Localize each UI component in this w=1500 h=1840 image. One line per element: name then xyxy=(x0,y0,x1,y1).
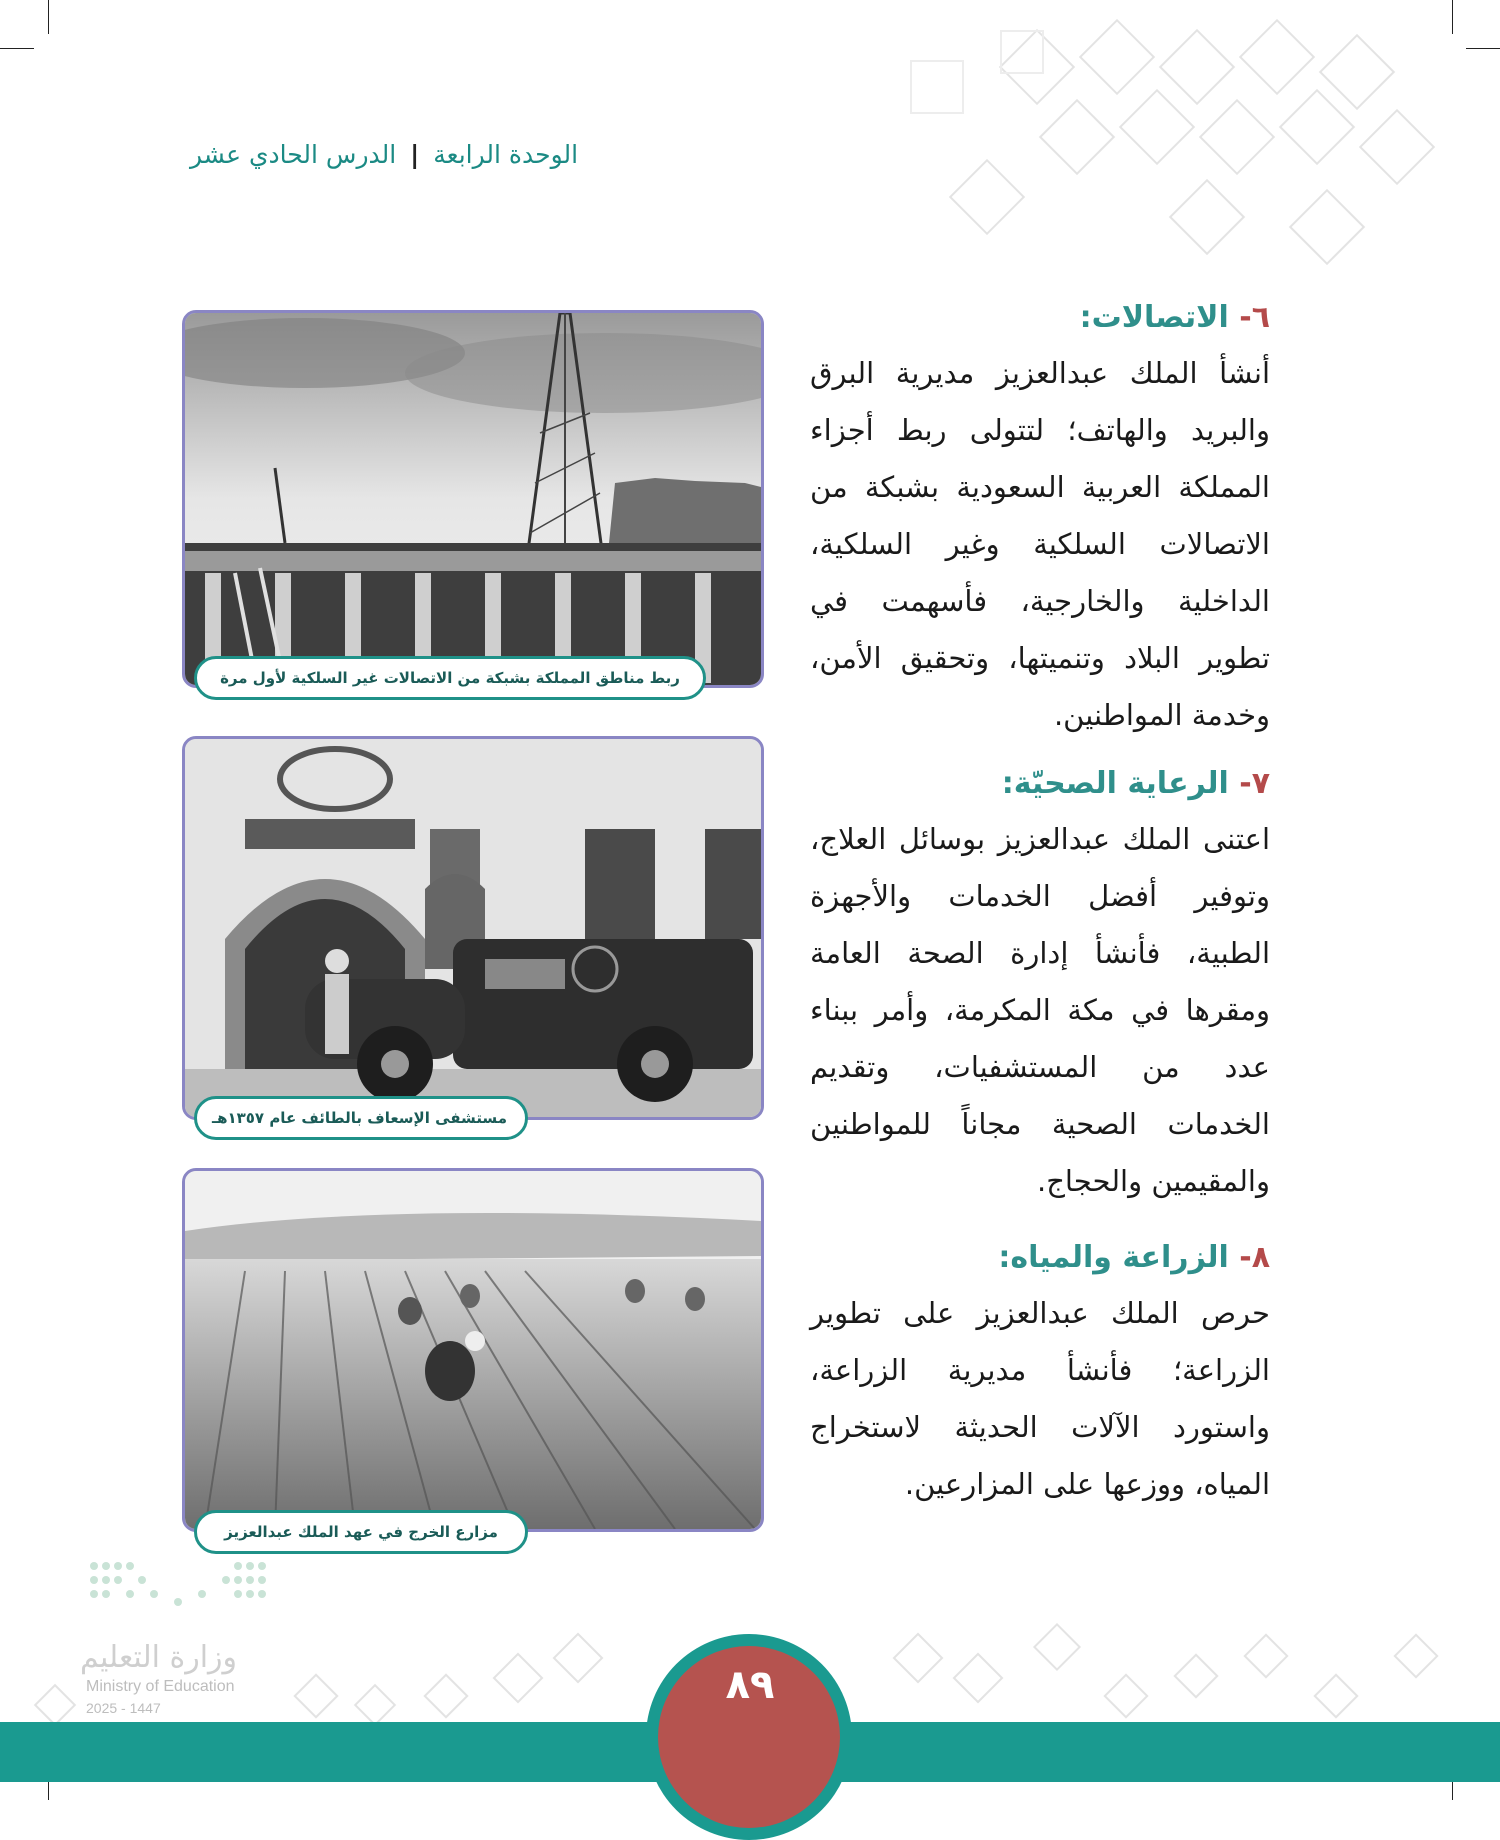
section-heading: الزراعة والمياه: xyxy=(998,1240,1229,1275)
section-number: ٨- xyxy=(1239,1240,1270,1275)
lesson-label: الدرس الحادي عشر xyxy=(190,140,397,169)
section-healthcare xyxy=(810,766,1270,1210)
edition-year: 2025 - 1447 xyxy=(86,1700,161,1716)
section-heading: الاتصالات: xyxy=(1079,300,1229,335)
section-heading: الرعاية الصحيّة: xyxy=(1001,766,1229,801)
page-header xyxy=(190,140,610,169)
crop-mark xyxy=(48,0,49,34)
section-paragraph: اعتنى الملك عبدالعزيز بوسائل العلاج، وتوفير أفضل الخدمات والأجهزة الطبية، فأنشأ إدارة الصحة العامة ومقرها في مكة المكرمة، وأمر ببناء عدد من المستشفيات، وتقديم الخدمات الصحية مجاناً للمواطنين والمقيمين والحجاج. xyxy=(810,822,1270,1198)
section-communications xyxy=(810,300,1270,744)
crop-mark xyxy=(0,48,34,49)
photo-radio-tower xyxy=(182,310,764,688)
ministry-name-ar: وزارة التعليم xyxy=(80,1640,238,1675)
ministry-name-en: Ministry of Education xyxy=(86,1678,235,1695)
page-number: ٨٩ xyxy=(725,1662,775,1708)
section-title xyxy=(810,766,1270,801)
section-title xyxy=(810,300,1270,335)
section-agriculture xyxy=(810,1240,1270,1513)
crop-mark xyxy=(1452,0,1453,34)
photo-hospital xyxy=(182,736,764,1120)
section-title xyxy=(810,1240,1270,1275)
unit-label: الوحدة الرابعة xyxy=(433,140,579,169)
section-number: ٧- xyxy=(1239,766,1270,801)
ministry-logo-icon xyxy=(88,1558,278,1618)
photo-caption: مزارع الخرج في عهد الملك عبدالعزيز xyxy=(194,1510,528,1554)
section-paragraph: أنشأ الملك عبدالعزيز مديرية البرق والبريد والهاتف؛ لتتولى ربط أجزاء المملكة العربية السعودية بشبكة من الاتصالات السلكية وغير السلكية، الداخلية والخارجية، فأسهمت في تطوير البلاد وتنميتها، وتحقيق الأمن، وخدمة المواطنين. xyxy=(810,356,1270,732)
header-separator: | xyxy=(410,140,420,169)
photo-farms xyxy=(182,1168,764,1532)
section-paragraph: حرص الملك عبدالعزيز على تطوير الزراعة؛ فأنشأ مديرية الزراعة، واستورد الآلات الحديثة لاستخراج المياه، ووزعها على المزارعين. xyxy=(810,1296,1270,1501)
photo-caption: ربط مناطق المملكة بشبكة من الاتصالات غير السلكية لأول مرة xyxy=(194,656,706,700)
section-number: ٦- xyxy=(1239,300,1270,335)
crop-mark xyxy=(1466,48,1500,49)
photo-caption: مستشفى الإسعاف بالطائف عام ١٣٥٧هـ xyxy=(194,1096,528,1140)
text-column xyxy=(810,300,1270,1535)
